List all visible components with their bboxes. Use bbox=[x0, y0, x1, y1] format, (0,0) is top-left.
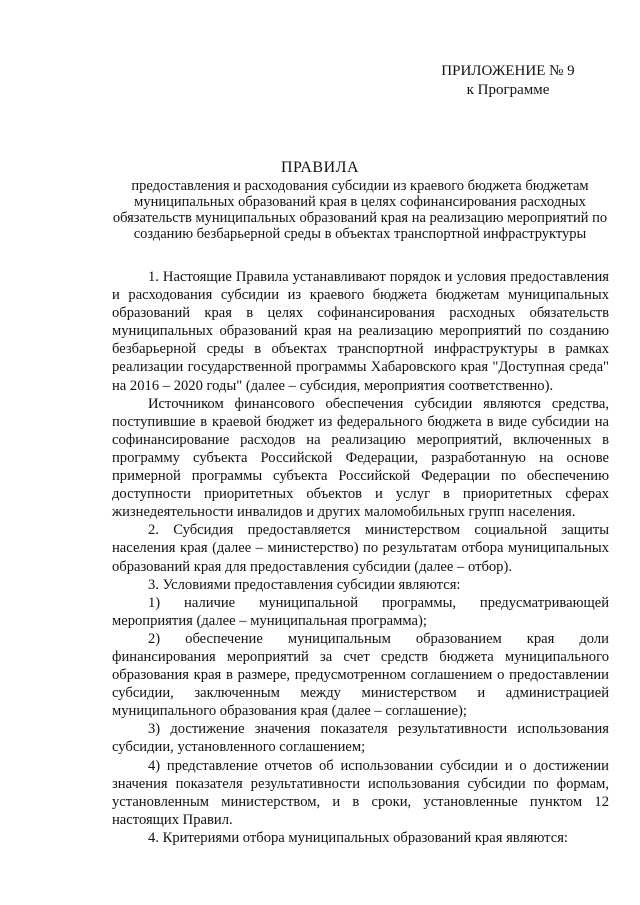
condition-1: 1) наличие муниципальной программы, предусматривающей мероприятия (далее – муниципальная программа); bbox=[112, 594, 609, 629]
paragraph-1: 1. Настоящие Правила устанавливают порядок и условия предоставления и расходования субсидии из краевого бюджета бюджетам муниципальных образований края в целях софинансирования расходных обязательств муниципальных образований края на реализацию мероприятий по созданию безбарьерной среды в объектах транспортной инфраструктуры в рамках реализации государственной программы Хабаровского края "Доступная среда" на 2016 – 2020 годы" (далее – субсидия, мероприятия соответственно). bbox=[112, 269, 609, 394]
appendix-reference: к Программе bbox=[466, 82, 550, 98]
appendix-number: ПРИЛОЖЕНИЕ № 9 bbox=[441, 63, 575, 79]
condition-2: 2) обеспечение муниципальным образованием края доли финансирования мероприятий за счет средств бюджета муниципального образования края в размере, предусмотренном соглашением о предоставлении субсидии, заключенным между министерством и администрацией муниципального образования края (далее – соглашение); bbox=[112, 630, 609, 720]
paragraph-4: 4. Критериями отбора муниципальных образований края являются: bbox=[148, 829, 568, 846]
document-subtitle: предоставления и расходования субсидии из краевого бюджета бюджетам муниципальных образований края в целях софинансирования расходных обязательств муниципальных образований края на реализацию мероприятий по созданию безбарьерной среды в объектах транспортной инфраструктуры bbox=[112, 178, 608, 242]
paragraph-3: 3. Условиями предоставления субсидии являются: bbox=[148, 576, 461, 593]
document-title: ПРАВИЛА bbox=[280, 159, 360, 176]
appendix-header bbox=[398, 62, 618, 100]
condition-4: 4) представление отчетов об использовании субсидии и о достижении значения показателя результативности использования субсидии по формам, установленным министерством, и в сроки, установленные пунктом 12 настоящих Правил. bbox=[112, 757, 609, 828]
paragraph-funding-source: Источником финансового обеспечения субсидии являются средства, поступившие в краевой бюджет из федерального бюджета в виде субсидии на софинансирование расходов на реализацию мероприятий, включенных в программу субъекта Российской Федерации, разработанную на основе примерной программы субъекта Российской Федерации по обеспечению доступности приоритетных объектов и услуг в приоритетных сферах жизнедеятельности инвалидов и других маломобильных групп населения. bbox=[112, 395, 609, 521]
document-body bbox=[112, 268, 609, 847]
paragraph-2: 2. Субсидия предоставляется министерством социальной защиты населения края (далее – министерство) по результатам отбора муниципальных образований края для предоставления субсидии (далее – отбор). bbox=[112, 522, 609, 575]
condition-3: 3) достижение значения показателя результативности использования субсидии, установленного соглашением; bbox=[112, 721, 609, 756]
